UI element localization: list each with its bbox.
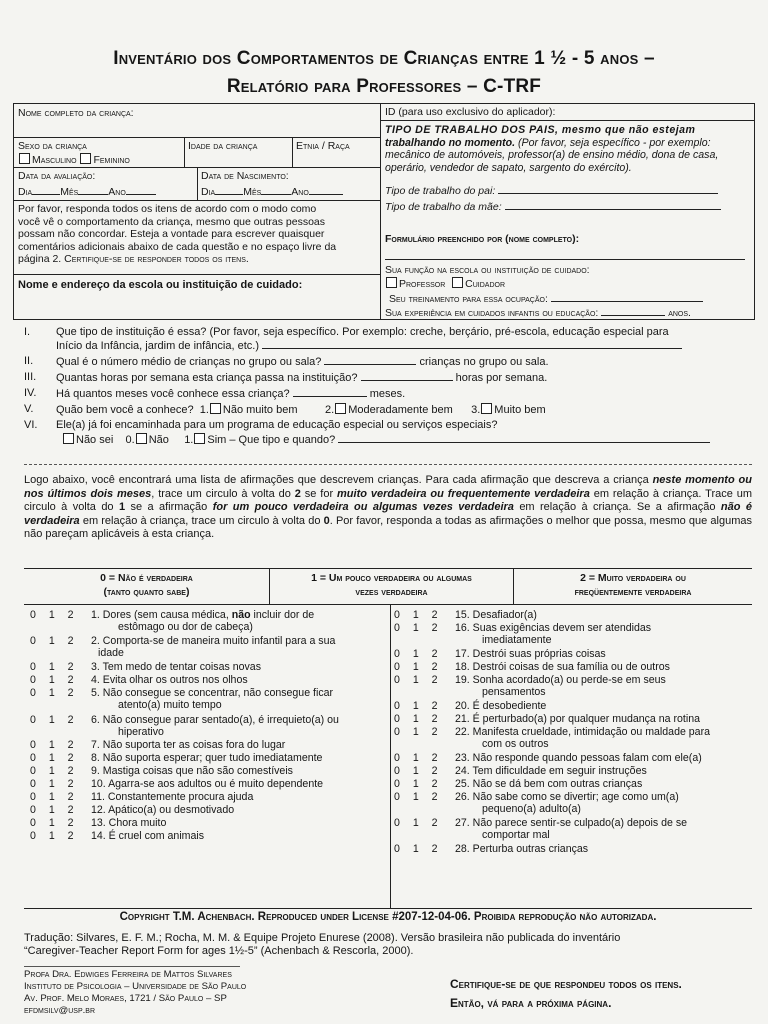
translation-credit: Tradução: Silvares, E. F. M.; Rocha, M. M. & Equipe Projeto Enurese (2008). Versão brasileira não publicada do inventário “Caregiver-Teacher Report Form for ages 1½-5” (Achenbach & Rescorla, 2000).	[24, 932, 621, 957]
item-text: 20. É desobediente	[455, 700, 547, 712]
item-row	[30, 687, 392, 713]
item-row	[394, 791, 754, 817]
eval-date-label: Data da avaliação:	[18, 170, 96, 182]
birth-date-fields[interactable]: Dia Mês Ano	[201, 185, 343, 199]
item-row	[30, 830, 392, 843]
teacher-checkbox[interactable]	[386, 277, 397, 288]
item-row	[30, 661, 392, 674]
q5-option-1-checkbox[interactable]	[210, 403, 221, 414]
item-row	[30, 791, 392, 804]
item-text: 16. Suas exigências devem ser atendidas	[455, 622, 652, 634]
item-text: 27. Não parece sentir-se culpado(a) depois de se	[455, 817, 688, 829]
q6-sim-checkbox[interactable]	[194, 433, 205, 444]
copyright-notice: Copyright T.M. Achenbach. Reproduced under License #207-12-04-06. Proibida reprodução não autorizada.	[119, 911, 657, 923]
rating-scale[interactable]: 0 1 2	[394, 817, 443, 829]
item-text: 5. Não consegue se concentrar, não consegue ficar	[91, 687, 334, 699]
item-text: 7. Não suporta ter as coisas fora do lugar	[91, 739, 286, 751]
item-text: 25. Não se dá bem com outras crianças	[455, 778, 643, 790]
rating-scale[interactable]: 0 1 2	[394, 726, 443, 738]
form-title-line1: Inventário dos Comportamentos de Crianças entre 1 ½ - 5 anos –	[113, 48, 655, 69]
rating-scale[interactable]: 0 1 2	[394, 713, 443, 725]
form-title-line2: Relatório para Professores – C-TRF	[226, 76, 542, 97]
item-row	[394, 778, 754, 791]
rating-scale[interactable]: 0 1 2	[30, 804, 79, 816]
item-text: 8. Não suporta esperar; quer tudo imediatamente	[91, 752, 323, 764]
item-row	[394, 843, 754, 856]
item-row	[394, 726, 754, 752]
item-text: 24. Tem dificuldade em seguir instruções	[455, 765, 647, 777]
legend-0: 0 = Não é verdadeira (tanto quanto sabe)	[24, 568, 270, 605]
question-4[interactable]: IV. Há quantos meses você conhece essa criança? meses.	[24, 387, 406, 400]
rating-scale[interactable]: 0 1 2	[394, 700, 443, 712]
item-text: 6. Não consegue parar sentado(a), é irrequieto(a) ou	[91, 714, 339, 726]
male-checkbox[interactable]	[19, 153, 30, 164]
legend-2: 2 = Muito verdadeira ou freqüentemente verdadeira	[514, 568, 752, 605]
item-row	[30, 778, 392, 791]
item-text-continued: comportar mal	[482, 829, 550, 842]
item-row	[30, 752, 392, 765]
filled-by-line[interactable]	[385, 259, 745, 260]
item-row	[394, 765, 754, 778]
item-text-continued: estômago ou dor de cabeça)	[118, 621, 253, 634]
item-text: 28. Perturba outras crianças	[455, 843, 589, 855]
rating-scale[interactable]: 0 1 2	[394, 609, 443, 621]
item-row	[30, 804, 392, 817]
item-text: 3. Tem medo de tentar coisas novas	[91, 661, 261, 673]
question-3[interactable]: III. Quantas horas por semana esta criança passa na instituição? horas por semana.	[24, 371, 548, 384]
rating-scale[interactable]: 0 1 2	[30, 791, 79, 803]
rating-scale[interactable]: 0 1 2	[394, 843, 443, 855]
item-row	[394, 648, 754, 661]
q6-nao-sei-checkbox[interactable]	[63, 433, 74, 444]
instructions-text: Por favor, responda todos os itens de acordo com o modo como você vê o comportamento da criança, mesmo que outras pessoas possam não concordar. Esteja a vontade para escrever quaisquer comentários adicionais abaixo de cada questão e no espaço livre da página 2. Certifique-se de responder todos os itens.	[18, 203, 337, 266]
rating-scale[interactable]: 0 1 2	[394, 778, 443, 790]
birth-date-label: Data de Nascimento:	[201, 170, 289, 182]
legend-1: 1 = Um pouco verdadeira ou algumas vezes verdadeira	[270, 568, 514, 605]
question-6: VI. Ele(a) já foi encaminhada para um programa de educação especial ou serviços especiais? Não sei 0. Não 1. Sim – Que tipo e quando?	[24, 419, 754, 447]
item-text: 15. Desafiador(a)	[455, 609, 537, 621]
item-row	[394, 661, 754, 674]
filled-by-label: Formulário preenchido por (nome completo):	[385, 233, 580, 245]
rating-scale[interactable]: 0 1 2	[30, 609, 79, 621]
item-text: 12. Apático(a) ou desmotivado	[91, 804, 235, 816]
question-5: V. Quão bem você a conhece? 1. Não muito bem 2. Moderadamente bem 3. Muito bem	[24, 403, 546, 416]
rating-scale[interactable]: 0 1 2	[30, 661, 79, 673]
item-text-continued: idade	[98, 647, 124, 660]
rating-scale[interactable]: 0 1 2	[30, 687, 79, 699]
female-checkbox[interactable]	[80, 153, 91, 164]
male-label: Masculino	[32, 154, 77, 166]
item-text: 19. Sonha acordado(a) ou perde-se em seus	[455, 674, 666, 686]
item-row	[30, 739, 392, 752]
female-label: Feminino	[93, 154, 130, 166]
item-text: 21. É perturbado(a) por qualquer mudança na rotina	[455, 713, 700, 725]
rating-scale[interactable]: 0 1 2	[394, 674, 443, 686]
item-row	[394, 674, 754, 700]
question-2[interactable]: II. Qual é o número médio de crianças no grupo ou sala? crianças no grupo ou sala.	[24, 355, 549, 368]
item-text: 10. Agarra-se aos adultos ou é muito dependente	[91, 778, 324, 790]
item-text: 14. É cruel com animais	[91, 830, 205, 842]
section-divider	[24, 464, 752, 465]
instructions-emphasis: Certifique-se de responder todos os itens.	[64, 253, 249, 266]
item-text-continued: com os outros	[482, 738, 549, 751]
rating-scale[interactable]: 0 1 2	[30, 765, 79, 777]
item-row	[30, 635, 392, 661]
eval-date-fields[interactable]: Dia Mês Ano	[18, 185, 156, 199]
role-label: Sua função na escola ou instituição de cuidado:	[385, 264, 590, 276]
rating-scale[interactable]: 0 1 2	[394, 791, 443, 803]
item-text: 11. Constantemente procura ajuda	[91, 791, 254, 803]
rating-scale[interactable]: 0 1 2	[394, 661, 443, 673]
item-text: 22. Manifesta crueldade, intimidação ou maldade para	[455, 726, 710, 738]
training-field[interactable]: Seu treinamento para essa ocupação:	[389, 292, 703, 306]
father-job-field[interactable]: Tipo de trabalho do pai:	[385, 184, 718, 198]
item-text: 13. Chora muito	[91, 817, 167, 829]
caregiver-label: Cuidador	[465, 278, 506, 290]
teacher-label: Professor	[399, 278, 446, 290]
rating-scale[interactable]: 0 1 2	[394, 752, 443, 764]
question-1: I. Que tipo de instituição é essa? (Por favor, seja específico. Por exemplo: creche, berçário, pré-escola, educação especial para Início da Infância, jardim de infância, etc.)	[24, 326, 754, 354]
item-row	[30, 674, 392, 687]
item-text: 26. Não sabe como se divertir; age como um(a)	[455, 791, 679, 803]
rating-scale[interactable]: 0 1 2	[30, 674, 79, 686]
item-text-continued: imediatamente	[482, 634, 552, 647]
rating-scale[interactable]: 0 1 2	[30, 739, 79, 751]
check-reminder: Certifique-se de que respondeu todos os itens. Então, vá para a próxima página.	[450, 977, 682, 1010]
mother-job-field[interactable]: Tipo de trabalho da mãe:	[385, 200, 721, 214]
rating-scale[interactable]: 0 1 2	[30, 778, 79, 790]
item-text-continued: hiperativo	[118, 726, 164, 739]
rating-scale[interactable]: 0 1 2	[30, 635, 79, 647]
age-label: Idade da criança	[188, 140, 258, 152]
item-row	[394, 713, 754, 726]
item-text: 2. Comporta-se de maneira muito infantil para a sua	[91, 635, 336, 647]
item-row	[394, 609, 754, 622]
item-row	[394, 752, 754, 765]
item-text: 9. Mastiga coisas que não são comestíveis	[91, 765, 293, 777]
ethnicity-label: Etnia / Raça	[296, 140, 350, 152]
school-label: Nome e endereço da escola ou instituição de cuidado:	[18, 279, 303, 291]
child-name-label: Nome completo da criança:	[18, 107, 134, 119]
rating-scale[interactable]: 0 1 2	[394, 648, 443, 660]
parents-job-instructions: TIPO DE TRABALHO DOS PAIS, mesmo que não estejam trabalhando no momento. (Por favor, seja específico - por exemplo: mecânico de automóveis, professor(a) de ensino médio, dona de casa, operário, vendedor de sapato, sargento do exército).	[385, 124, 719, 174]
item-text: 18. Destrói coisas de sua família ou de outros	[455, 661, 670, 673]
q6-nao-checkbox[interactable]	[136, 433, 147, 444]
author-address: Profa Dra. Edwiges Ferreira de Mattos Silvares Instituto de Psicologia – Universidade de São Paulo Av. Prof. Melo Moraes, 1721 / São Paulo – SP efdmsilv@usp.br	[24, 969, 247, 1016]
item-row	[394, 622, 754, 648]
header-box	[13, 103, 755, 320]
rating-instructions: Logo abaixo, você encontrará uma lista de afirmações que descrevem crianças. Para cada afirmação que descreva a criança neste momento ou nos últimos dois meses, trace um circulo à volta do 2 se for muito verdadeira ou frequentemente verdadeira em relação à criança. Trace um circulo à volta do 1 se a afirmação for um pouco verdadeira ou algumas vezes verdadeira em relação à criança. Se a afirmação não é verdadeira em relação à criança, trace um circulo à volta do 0. Por favor, responda a todas as afirmações o melhor que possa, mesmo que algumas não pareçam aplicáveis à esta criança.	[24, 474, 753, 541]
item-row	[30, 817, 392, 830]
experience-field[interactable]: Sua experiência em cuidados infantis ou educação: anos.	[385, 307, 691, 319]
rating-scale[interactable]: 0 1 2	[394, 622, 443, 634]
sex-label: Sexo da criança	[18, 140, 87, 152]
item-text-continued: pequeno(a) adulto(a)	[482, 803, 581, 816]
item-text: 17. Destrói suas próprias coisas	[455, 648, 606, 660]
id-label: ID (para uso exclusivo do aplicador):	[385, 106, 556, 118]
item-text-continued: atento(a) muito tempo	[118, 699, 222, 712]
rating-scale[interactable]: 0 1 2	[30, 752, 79, 764]
caregiver-checkbox[interactable]	[452, 277, 463, 288]
q5-option-3-checkbox[interactable]	[481, 403, 492, 414]
item-row	[394, 817, 754, 843]
rating-scale[interactable]: 0 1 2	[30, 817, 79, 829]
item-row	[30, 609, 392, 635]
rating-scale[interactable]: 0 1 2	[394, 765, 443, 777]
item-text: 1. Dores (sem causa médica, não incluir dor de	[91, 609, 315, 621]
item-text: 23. Não responde quando pessoas falam com ele(a)	[455, 752, 702, 764]
rating-scale[interactable]: 0 1 2	[30, 714, 79, 726]
item-row	[30, 714, 392, 740]
item-text: 4. Evita olhar os outros nos olhos	[91, 674, 248, 686]
rating-scale[interactable]: 0 1 2	[30, 830, 79, 842]
item-row	[394, 700, 754, 713]
item-row	[30, 765, 392, 778]
q5-option-2-checkbox[interactable]	[335, 403, 346, 414]
item-text-continued: pensamentos	[482, 686, 546, 699]
